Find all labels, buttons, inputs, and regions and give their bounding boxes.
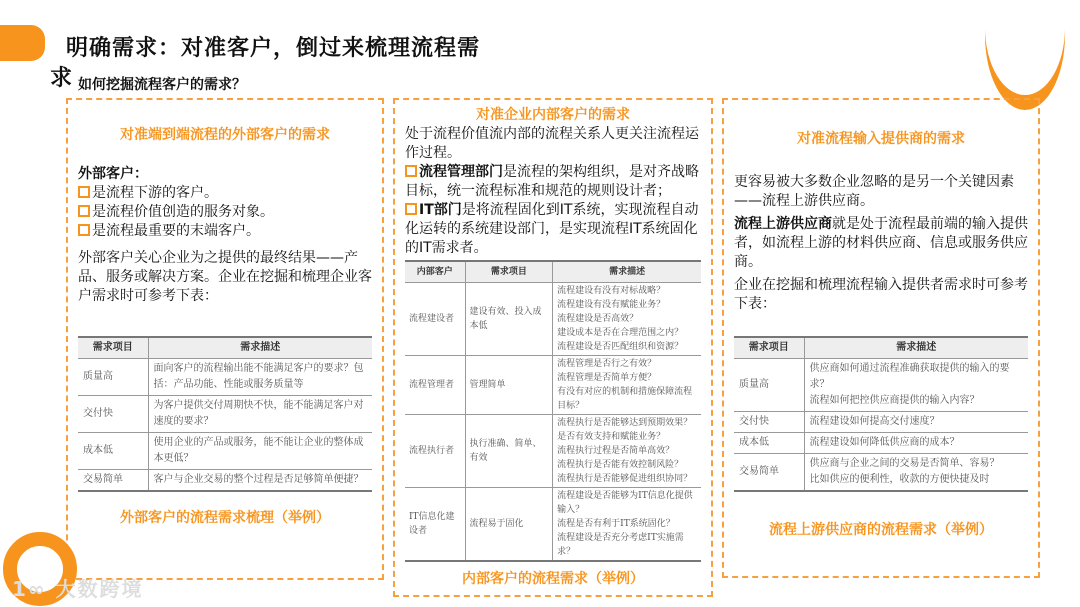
internal-needs-table — [405, 260, 701, 562]
bullet-list — [78, 184, 372, 241]
paragraph: 更容易被大多数企业忽略的是另一个关键因素——流程上游供应商。 — [734, 174, 1014, 209]
table-cell: 流程管理是否行之有效？ 流程管理是否简单方便？ 有没有对应的机制和措施保障流程目标？ — [553, 356, 701, 415]
table-cell: 供应商如何通过流程准确获取提供的输入的要求？ 流程如何把控供应商提供的输入内容？ — [804, 359, 1028, 412]
table-header — [734, 337, 1028, 359]
text: 就是处于流程最前端的输入提供者，如流程上游的材料供应商、信息或服务供应商。 — [734, 216, 1028, 270]
table-header — [78, 337, 372, 359]
bullet-text: 是流程下游的客户。 — [92, 185, 218, 201]
bullet-item — [78, 203, 372, 222]
panel-footer: 外部客户的流程需求梳理（举例） — [120, 510, 330, 526]
column-header: 需求描述 — [553, 261, 701, 283]
title-wrap: 求 — [50, 66, 73, 91]
table-row — [78, 396, 372, 433]
table-cell: 为客户提供交付周期快不快，能不能满足客户对速度的要求？ — [148, 396, 372, 433]
checkbox-icon — [78, 224, 90, 236]
table-row — [405, 356, 701, 415]
table-row — [78, 359, 372, 396]
column-header: 需求描述 — [148, 337, 372, 359]
table-cell: 面向客户的流程输出能不能满足客户的要求？包括：产品功能、性能或服务质量等 — [148, 359, 372, 396]
title-accent-tab — [0, 25, 45, 61]
panel-footer: 流程上游供应商的流程需求（举例） — [769, 522, 993, 538]
table-row — [734, 359, 1028, 412]
text: 是流程的架构组织，是对齐战略目标，统一流程标准和规范的规则设计者； — [405, 164, 699, 199]
column-header: 内部客户 — [405, 261, 465, 283]
table-row — [405, 488, 701, 562]
watermark-logo: 1∞ 大数跨境 — [12, 577, 144, 601]
label: 外部客户： — [78, 166, 148, 182]
bold-term: 流程上游供应商 — [734, 216, 832, 232]
external-customer-panel — [66, 98, 384, 580]
bold-term: 流程管理部门 — [419, 164, 503, 180]
page-subtitle: 如何挖掘流程客户的需求？ — [78, 77, 246, 93]
table-row — [405, 415, 701, 488]
text: 是将流程固化到IT系统，实现流程自动化运转的系统建设部门，是实现流程IT系统固化的IT需求者。 — [405, 202, 699, 256]
panel-heading: 对准端到端流程的外部客户的需求 — [120, 127, 330, 143]
table-cell: 供应商与企业之间的交易是否简单、容易？ 比如供应的便利性，收款的方便快捷及时 — [804, 454, 1028, 492]
supplier-needs-table — [734, 336, 1028, 492]
column-header: 需求项目 — [78, 337, 148, 359]
table-cell: 交易简单 — [78, 470, 148, 492]
table-cell: 流程管理者 — [405, 356, 465, 415]
table-row — [78, 433, 372, 470]
table-cell: 交付快 — [734, 412, 804, 433]
paragraph — [734, 215, 1028, 272]
table-cell: 客户与企业交易的整个过程是否足够简单便捷？ — [148, 470, 372, 492]
panel-footer: 内部客户的流程需求（举例） — [462, 571, 644, 587]
table-row — [734, 454, 1028, 492]
panel-heading: 对准流程输入提供商的需求 — [797, 131, 965, 147]
table-cell: 使用企业的产品或服务，能不能让企业的整体成本更低？ — [148, 433, 372, 470]
internal-customer-panel — [393, 98, 713, 597]
checkbox-icon — [405, 165, 417, 177]
table-row — [78, 470, 372, 492]
checkbox-icon — [78, 205, 90, 217]
bullet-item — [78, 222, 372, 241]
table-header — [405, 261, 701, 283]
table-cell: 交付快 — [78, 396, 148, 433]
table-cell: 成本低 — [734, 433, 804, 454]
checkbox-icon — [78, 186, 90, 198]
table-row — [734, 412, 1028, 433]
paragraph: 外部客户关心企业为之提供的最终结果——产品、服务或解决方案。企业在挖掘和梳理企业客户需求时可参考下表： — [78, 250, 372, 304]
intro: 处于流程价值流内部的流程关系人更关注流程运作过程。 — [405, 126, 699, 161]
table-cell: 执行准确、简单、有效 — [465, 415, 553, 488]
table-cell: 管理简单 — [465, 356, 553, 415]
external-needs-table — [78, 336, 372, 492]
decorative-circle — [985, 0, 1065, 110]
table-cell: 流程建设者 — [405, 283, 465, 356]
table-cell: 质量高 — [78, 359, 148, 396]
table-row — [405, 283, 701, 356]
table-cell: 流程执行者 — [405, 415, 465, 488]
table-cell: 建设有效、投入成本低 — [465, 283, 553, 356]
column-header: 需求项目 — [465, 261, 553, 283]
table-cell: 流程建设如何提高交付速度？ — [804, 412, 1028, 433]
table-cell: 流程易于固化 — [465, 488, 553, 562]
column-header: 需求描述 — [804, 337, 1028, 359]
table-row — [734, 433, 1028, 454]
checkbox-icon — [405, 203, 417, 215]
table-cell: 交易简单 — [734, 454, 804, 492]
bullet-item — [405, 201, 701, 258]
table-cell: 流程执行是否能够达到预期效果？ 是否有效支持和赋能业务？ 流程执行过程是否简单高效？ 流程执行是否能有效控制风险？ 流程执行是否能够促进组织协同？ — [553, 415, 701, 488]
table-cell: 流程建设如何降低供应商的成本？ — [804, 433, 1028, 454]
bold-term: IT部门 — [419, 202, 462, 218]
bullet-item — [405, 163, 701, 201]
table-cell: 流程建设有没有对标战略？ 流程建设有没有赋能业务？ 流程建设是否高效？ 建设成本是否在合理范围之内？ 流程建设是否匹配组织和资源？ — [553, 283, 701, 356]
bullet-item — [78, 184, 372, 203]
column-header: 需求项目 — [734, 337, 804, 359]
table-cell: 成本低 — [78, 433, 148, 470]
paragraph: 企业在挖掘和梳理流程输入提供者需求时可参考下表： — [734, 277, 1028, 312]
table-cell: 流程建设是否能够为IT信息化提供输入？ 流程是否有利于IT系统固化？ 流程建设是否充分考虑IT实施需求？ — [553, 488, 701, 562]
bullet-text: 是流程最重要的末端客户。 — [92, 223, 260, 239]
page-title: 明确需求：对准客户，倒过来梳理流程需 — [66, 36, 481, 61]
bullet-text: 是流程价值创造的服务对象。 — [92, 204, 274, 220]
supplier-panel — [722, 98, 1040, 578]
table-cell: 质量高 — [734, 359, 804, 412]
panel-heading: 对准企业内部客户的需求 — [476, 107, 630, 123]
table-cell: IT信息化建设者 — [405, 488, 465, 562]
